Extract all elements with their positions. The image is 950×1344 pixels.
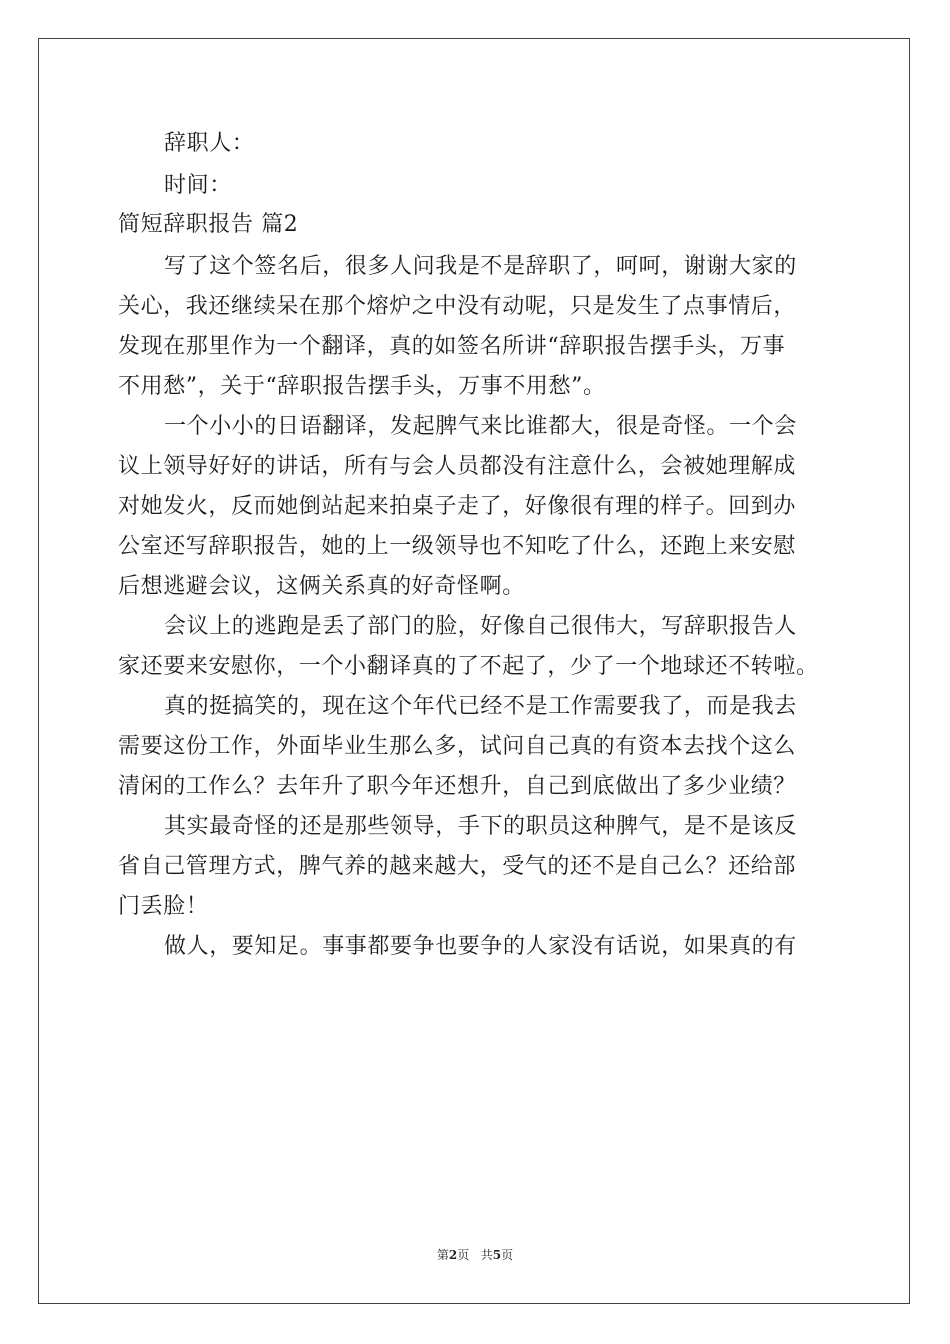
paragraph [118, 413, 834, 601]
paragraph-line: 对她发火，反而她倒站起来拍桌子走了，好像很有理的样子。回到办 [118, 494, 797, 519]
paragraph-line: 家还要来安慰你，一个小翻译真的了不起了，少了一个地球还不转啦。 [118, 654, 819, 679]
paragraph-line: 其实最奇怪的还是那些领导，手下的职员这种脾气，是不是该反 [164, 814, 797, 839]
resigner-label: 辞职人： [164, 131, 255, 156]
paragraph-line: 议上领导好好的讲话，所有与会人员都没有注意什么，会被她理解成 [118, 454, 797, 479]
total-pages-number: 5 [492, 1248, 502, 1262]
page-footer [0, 1246, 950, 1263]
time-label: 时间： [164, 173, 232, 198]
paragraph-line: 省自己管理方式，脾气养的越来越大，受气的还不是自己么？还给部 [118, 854, 797, 879]
section-heading: 简短辞职报告 篇2 [118, 212, 299, 237]
paragraph-line: 发现在那里作为一个翻译，真的如签名所讲“辞职报告摆手头，万事 [118, 334, 786, 359]
paragraph-line: 写了这个签名后，很多人问我是不是辞职了，呵呵，谢谢大家的 [164, 254, 797, 279]
paragraph-line: 公室还写辞职报告，她的上一级领导也不知吃了什么，还跑上来安慰 [118, 534, 797, 559]
paragraph-line: 关心，我还继续呆在那个熔炉之中没有动呢，只是发生了点事情后， [118, 294, 797, 319]
paragraph-line: 门丢脸！ [118, 894, 209, 919]
paragraph-line: 一个小小的日语翻译，发起脾气来比谁都大，很是奇怪。一个会 [164, 414, 797, 439]
page-prefix: 第 [436, 1248, 449, 1262]
paragraph-line: 会议上的逃跑是丢了部门的脸，好像自己很伟大，写辞职报告人 [164, 614, 797, 639]
paragraph-line: 做人，要知足。事事都要争也要争的人家没有话说，如果真的有 [164, 934, 797, 959]
paragraph-line: 不用愁”，关于“辞职报告摆手头，万事不用愁”。 [118, 374, 606, 399]
total-suffix: 页 [501, 1248, 514, 1262]
paragraph [118, 253, 834, 401]
current-page-number: 2 [448, 1248, 458, 1262]
document-body [118, 130, 834, 973]
paragraph-line: 后想逃避会议，这俩关系真的好奇怪啊。 [118, 574, 525, 599]
paragraph [118, 693, 834, 801]
total-prefix: 共 [480, 1248, 493, 1262]
paragraph-line: 需要这份工作，外面毕业生那么多，试问自己真的有资本去找个这么 [118, 734, 797, 759]
paragraph [118, 813, 834, 921]
page-suffix: 页 [457, 1248, 470, 1262]
paragraph [118, 933, 834, 961]
paragraph-line: 真的挺搞笑的，现在这个年代已经不是工作需要我了，而是我去 [164, 694, 797, 719]
paragraph-line: 清闲的工作么？去年升了职今年还想升，自己到底做出了多少业绩？ [118, 774, 797, 799]
paragraph [118, 613, 834, 681]
